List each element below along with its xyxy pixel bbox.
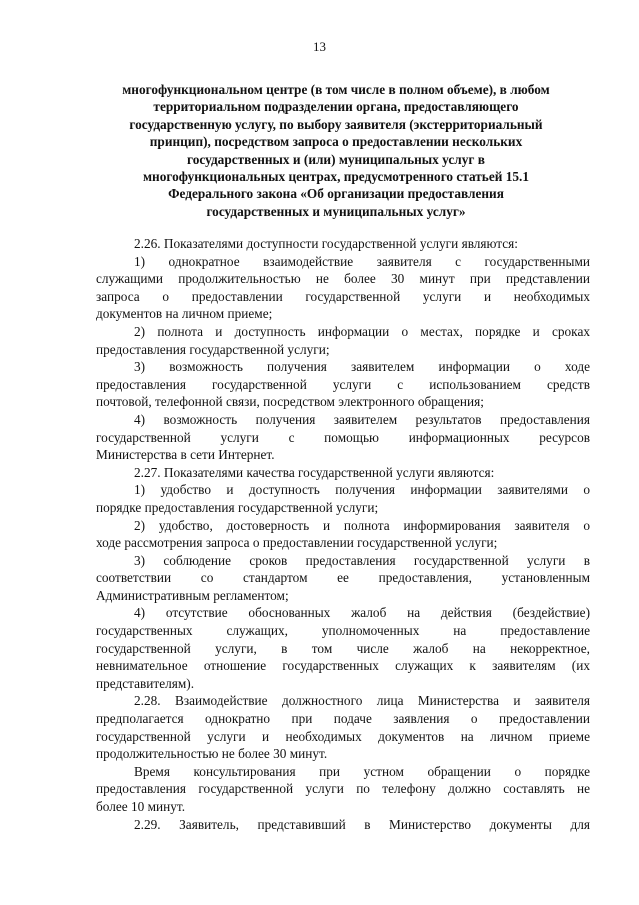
page-number: 13 — [313, 39, 326, 54]
heading-line: Федерального закона «Об организации предоставления — [168, 186, 504, 202]
paragraph-line: невнимательное отношение государственных служащих к заявителям (их — [96, 658, 590, 674]
paragraph-line: предоставления государственной услуги по телефону должно составлять не — [96, 781, 590, 797]
paragraph-line: 1) удобство и доступность получения информации заявителями о — [134, 482, 590, 498]
paragraph-line: Министерства в сети Интернет. — [96, 447, 275, 463]
heading-line: государственных и (или) муниципальных услуг в — [187, 151, 485, 167]
body-text — [96, 235, 590, 833]
paragraph-line: более 10 минут. — [96, 799, 186, 814]
heading-line: многофункциональном центре (в том числе в полном объеме), в любом — [122, 82, 550, 97]
paragraph-line: государственной услуги с помощью информационных ресурсов — [96, 429, 590, 445]
paragraph-line: 1) однократное взаимодействие заявителя с государственными — [134, 253, 590, 269]
heading-line: государственных и муниципальных услуг» — [206, 203, 466, 219]
paragraph-line: 2) удобство, достоверность и полнота информирования заявителя о — [134, 517, 590, 533]
paragraph-line: 2) полнота и доступность информации о местах, порядке и сроках — [134, 323, 590, 339]
paragraph-line: продолжительностью не более 30 минут. — [96, 746, 328, 762]
paragraph-line: представителям). — [96, 675, 195, 691]
paragraph-line: служащими продолжительностью не более 30 минут при представлении — [96, 271, 590, 287]
paragraph-line: 4) возможность получения заявителем результатов предоставления — [134, 411, 590, 427]
paragraph-line: Время консультирования при устном обращении о порядке — [134, 763, 590, 779]
paragraph-line: предоставления государственной услуги; — [96, 341, 330, 357]
paragraph-line: порядке предоставления государственной услуги; — [96, 499, 379, 515]
heading-line: принцип), посредством запроса о предоставлении нескольких — [149, 134, 523, 150]
paragraph-line: соответствии со стандартом ее предоставления, установленным — [96, 570, 590, 586]
paragraph-line: государственной услуги и необходимых документов на личном приеме — [96, 728, 590, 744]
heading-line: многофункциональных центрах, предусмотренного статьей 15.1 — [143, 169, 529, 185]
paragraph-line: 4) отсутствие обоснованных жалоб на действия (бездействие) — [134, 605, 590, 621]
paragraph-line: 3) соблюдение сроков предоставления государственной услуги в — [134, 552, 590, 568]
paragraph-line: документов на личном приеме; — [96, 306, 273, 322]
heading-line: государственную услугу, по выбору заявителя (экстерриториальный — [129, 116, 543, 132]
paragraph-line: Административным регламентом; — [96, 587, 289, 603]
paragraph-line: 2.27. Показателями качества государственной услуги являются: — [134, 464, 495, 480]
paragraph-line: предоставления государственной услуги с использованием средств — [96, 376, 590, 392]
paragraph-line: 2.29. Заявитель, представивший в Министерство документы для — [134, 816, 590, 832]
paragraph-line: государственной услуги, в том числе жалоб на некорректное, — [96, 640, 590, 656]
paragraph-line: предполагается однократно при подаче заявления о предоставлении — [96, 711, 590, 727]
paragraph-line: ходе рассмотрения запроса о предоставлении государственной услуги; — [96, 535, 498, 551]
paragraph-line: почтовой, телефонной связи, посредством электронного обращения; — [96, 394, 484, 410]
paragraph-line: государственных служащих, уполномоченных на предоставление — [96, 623, 590, 639]
paragraph-line: 2.26. Показателями доступности государственной услуги являются: — [134, 236, 518, 251]
paragraph-line: 3) возможность получения заявителем информации о ходе — [134, 359, 590, 375]
paragraph-line: 2.28. Взаимодействие должностного лица Министерства и заявителя — [134, 693, 590, 709]
paragraph-line: запроса о предоставлении государственной услуги и необходимых — [96, 288, 590, 304]
heading-line: территориальном подразделении органа, предоставляющего — [153, 99, 519, 115]
section-heading — [96, 81, 576, 220]
